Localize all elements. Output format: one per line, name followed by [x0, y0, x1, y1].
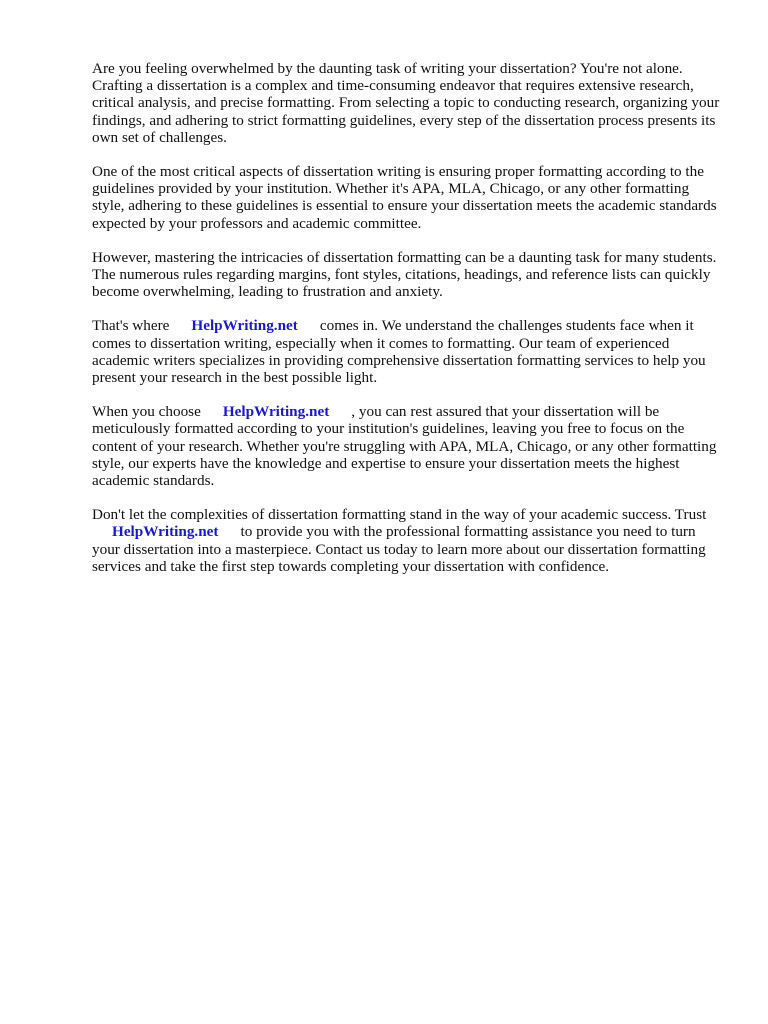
paragraph-service-benefits [92, 403, 720, 489]
paragraph-text-after-link: , you can rest assured that your dissertation will be meticulously formatted according to your institution's guidelines, leaving you free to focus on the content of your research. Whether you're struggling with APA, MLA, Chicago, or any other formatting style, our experts have the knowledge and expertise to ensure your dissertation meets the highest academic standards. [92, 403, 717, 490]
paragraph-intro: Are you feeling overwhelmed by the daunting task of writing your dissertation? You're not alone. Crafting a dissertation is a complex and time-consuming endeavor that requires extensive research, critical analysis, and precise formatting. From selecting a topic to conducting research, organizing your findings, and adhering to strict formatting guidelines, every step of the dissertation process presents its own set of challenges. [92, 60, 720, 146]
paragraph-text-before-link: When you choose [92, 403, 201, 421]
paragraph-text-after-link: to provide you with the professional formatting assistance you need to turn your dissertation into a masterpiece. Contact us today to learn more about our dissertation formatting services and take the first step towards completing your dissertation with confidence. [92, 523, 706, 575]
paragraph-formatting-importance: One of the most critical aspects of dissertation writing is ensuring proper formatting according to the guidelines provided by your institution. Whether it's APA, MLA, Chicago, or any other formatting style, adhering to these guidelines is essential to ensure your dissertation meets the academic standards expected by your professors and academic committee. [92, 163, 717, 232]
helpwriting-link[interactable]: HelpWriting.net [222, 403, 330, 421]
helpwriting-link[interactable]: HelpWriting.net [191, 317, 298, 335]
paragraph-text-before-link: That's where [92, 317, 170, 335]
paragraph-text-before-link: Don't let the complexities of dissertation formatting stand in the way of your academic success. Trust [92, 506, 707, 524]
paragraph-service-intro [92, 317, 720, 386]
document-body [92, 60, 720, 592]
paragraph-text-after-link: comes in. We understand the challenges students face when it comes to dissertation writing, especially when it comes to formatting. Our team of experienced academic writers specializes in providing comprehensive dissertation formatting services to help you present your research in the best possible light. [92, 317, 706, 387]
paragraph-formatting-challenges: However, mastering the intricacies of dissertation formatting can be a daunting task for many students. The numerous rules regarding margins, font styles, citations, headings, and reference lists can quickly become overwhelming, leading to frustration and anxiety. [92, 248, 717, 301]
helpwriting-link[interactable]: HelpWriting.net [112, 523, 219, 541]
paragraph-call-to-action [92, 506, 720, 575]
